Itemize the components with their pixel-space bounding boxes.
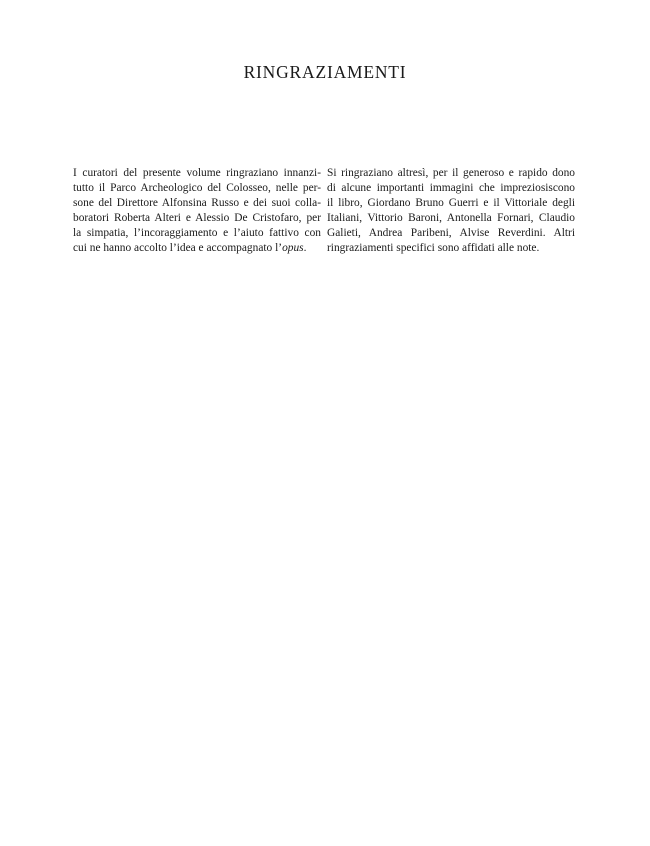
text-line: I curatori del presente volume ringraziano innanzi- xyxy=(73,167,321,179)
text-line: Si ringraziano altresì, per il generoso e rapido dono xyxy=(327,167,575,179)
text-line xyxy=(73,241,321,256)
text-line: ringraziamenti specifici sono affidati alle note. xyxy=(327,242,540,254)
acknowledgments-paragraph-left xyxy=(73,166,321,256)
text-line: di alcune importanti immagini che impreziosiscono xyxy=(327,182,575,194)
text-line-suffix: . xyxy=(303,242,307,254)
acknowledgments-paragraph-right xyxy=(327,166,575,256)
text-line: Italiani, Vittorio Baroni, Antonella Fornari, Claudio xyxy=(327,212,575,224)
text-line: tutto il Parco Archeologico del Colosseo, nelle per- xyxy=(73,182,321,194)
page-title: RINGRAZIAMENTI xyxy=(243,62,407,82)
text-line: Galieti, Andrea Paribeni, Alvise Reverdini. Altri xyxy=(327,227,575,239)
text-line: la simpatia, l’incoraggiamento e l’aiuto fattivo con xyxy=(73,227,321,239)
text-line: il libro, Giordano Bruno Guerri e il Vittoriale degli xyxy=(327,197,575,209)
text-line-prefix: cui ne hanno accolto l’idea e accompagnato l’ xyxy=(73,242,283,254)
italic-word: opus xyxy=(282,242,304,254)
text-line: boratori Roberta Alteri e Alessio De Cristofaro, per xyxy=(73,212,321,224)
text-line: sone del Direttore Alfonsina Russo e dei suoi colla- xyxy=(73,197,321,209)
